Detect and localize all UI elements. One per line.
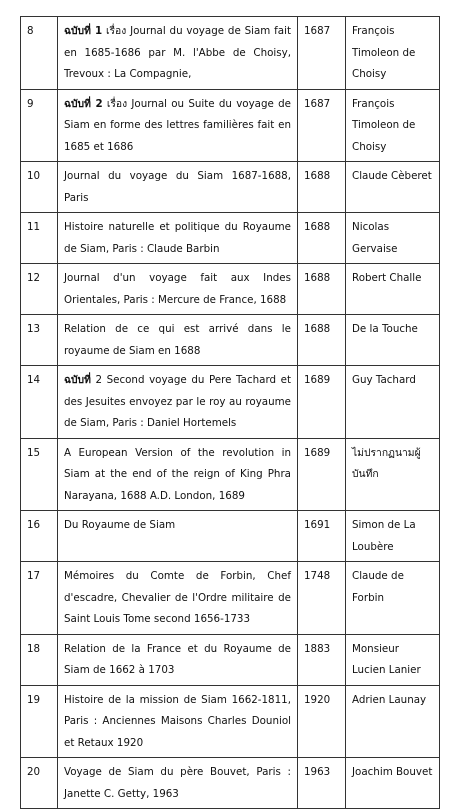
row-number: 9 <box>21 89 58 162</box>
year-cell: 1687 <box>298 89 346 162</box>
table-row <box>21 511 440 562</box>
table-body <box>21 17 440 809</box>
year-cell: 1689 <box>298 438 346 511</box>
title-text: เรื่อง Journal ou Suite du voyage de Siam en forme des lettres familières fait en 1685 et 1686 <box>64 97 291 153</box>
edition-label: ฉบับที่ <box>64 374 91 386</box>
author-cell: Monsieur Lucien Lanier <box>346 634 440 685</box>
year-cell: 1691 <box>298 511 346 562</box>
year-cell: 1883 <box>298 634 346 685</box>
title-cell <box>58 758 298 809</box>
table-row <box>21 162 440 213</box>
title-cell <box>58 438 298 511</box>
table-row <box>21 562 440 635</box>
title-cell <box>58 315 298 366</box>
table-row <box>21 366 440 439</box>
row-number: 19 <box>21 685 58 758</box>
title-text: Voyage de Siam du père Bouvet, Paris : Janette C. Getty, 1963 <box>64 766 291 800</box>
table-row <box>21 89 440 162</box>
title-text: เรื่อง Journal du voyage de Siam fait en 1685-1686 par M. l'Abbe de Choisy, Trevoux : La Compagnie, <box>64 25 291 80</box>
title-cell <box>58 685 298 758</box>
row-number: 12 <box>21 264 58 315</box>
edition-label: ฉบับที่ 2 <box>64 97 103 110</box>
row-number: 13 <box>21 315 58 366</box>
author-cell: Robert Challe <box>346 264 440 315</box>
table-row <box>21 685 440 758</box>
title-cell <box>58 366 298 439</box>
year-cell: 1688 <box>298 264 346 315</box>
author-cell: François Timoleon de Choisy <box>346 89 440 162</box>
row-number: 16 <box>21 511 58 562</box>
row-number: 8 <box>21 17 58 90</box>
title-cell <box>58 562 298 635</box>
title-cell <box>58 89 298 162</box>
table-row <box>21 758 440 809</box>
title-text: A European Version of the revolution in Siam at the end of the reign of King Phra Narayana, 1688 A.D. London, 1689 <box>64 446 291 502</box>
row-number: 10 <box>21 162 58 213</box>
author-cell: François Timoleon de Choisy <box>346 17 440 90</box>
row-number: 14 <box>21 366 58 439</box>
bibliography-table <box>20 16 440 809</box>
title-cell <box>58 634 298 685</box>
title-cell <box>58 162 298 213</box>
title-cell <box>58 17 298 90</box>
title-text: Relation de ce qui est arrivé dans le royaume de Siam en 1688 <box>64 323 291 357</box>
year-cell: 1687 <box>298 17 346 90</box>
table-row <box>21 264 440 315</box>
title-text: Relation de la France et du Royaume de Siam de 1662 à 1703 <box>64 642 291 676</box>
table-row <box>21 438 440 511</box>
author-cell: Joachim Bouvet <box>346 758 440 809</box>
year-cell: 1689 <box>298 366 346 439</box>
title-text: Mémoires du Comte de Forbin, Chef d'escadre, Chevalier de l'Ordre militaire de Saint Louis Tome second 1656-1733 <box>64 570 291 625</box>
title-text: Journal d'un voyage fait aux Indes Orientales, Paris : Mercure de France, 1688 <box>64 272 291 306</box>
row-number: 11 <box>21 213 58 264</box>
title-text: Du Royaume de Siam <box>64 519 176 531</box>
year-cell: 1748 <box>298 562 346 635</box>
title-cell <box>58 511 298 562</box>
table-row <box>21 315 440 366</box>
author-cell: De la Touche <box>346 315 440 366</box>
author-cell: Nicolas Gervaise <box>346 213 440 264</box>
author-cell: ไม่ปรากฏนามผู้บันทึก <box>346 438 440 511</box>
author-cell: Adrien Launay <box>346 685 440 758</box>
year-cell: 1963 <box>298 758 346 809</box>
title-text: 2 Second voyage du Pere Tachard et des Jesuites envoyez par le roy au royaume de Siam, Paris : Daniel Hortemels <box>64 374 291 429</box>
author-cell: Guy Tachard <box>346 366 440 439</box>
year-cell: 1920 <box>298 685 346 758</box>
year-cell: 1688 <box>298 213 346 264</box>
title-text: Journal du voyage du Siam 1687-1688, Paris <box>64 170 291 204</box>
edition-label: ฉบับที่ 1 <box>64 25 103 37</box>
row-number: 17 <box>21 562 58 635</box>
title-cell <box>58 213 298 264</box>
year-cell: 1688 <box>298 315 346 366</box>
title-text: Histoire naturelle et politique du Royaume de Siam, Paris : Claude Barbin <box>64 221 291 255</box>
author-cell: Claude de Forbin <box>346 562 440 635</box>
row-number: 18 <box>21 634 58 685</box>
year-cell: 1688 <box>298 162 346 213</box>
table-row <box>21 634 440 685</box>
author-cell: Simon de La Loubère <box>346 511 440 562</box>
table-row <box>21 17 440 90</box>
title-text: Histoire de la mission de Siam 1662-1811, Paris : Anciennes Maisons Charles Douniol et Retaux 1920 <box>64 693 291 749</box>
row-number: 20 <box>21 758 58 809</box>
title-cell <box>58 264 298 315</box>
row-number: 15 <box>21 438 58 511</box>
table-row <box>21 213 440 264</box>
author-cell: Claude Cèberet <box>346 162 440 213</box>
